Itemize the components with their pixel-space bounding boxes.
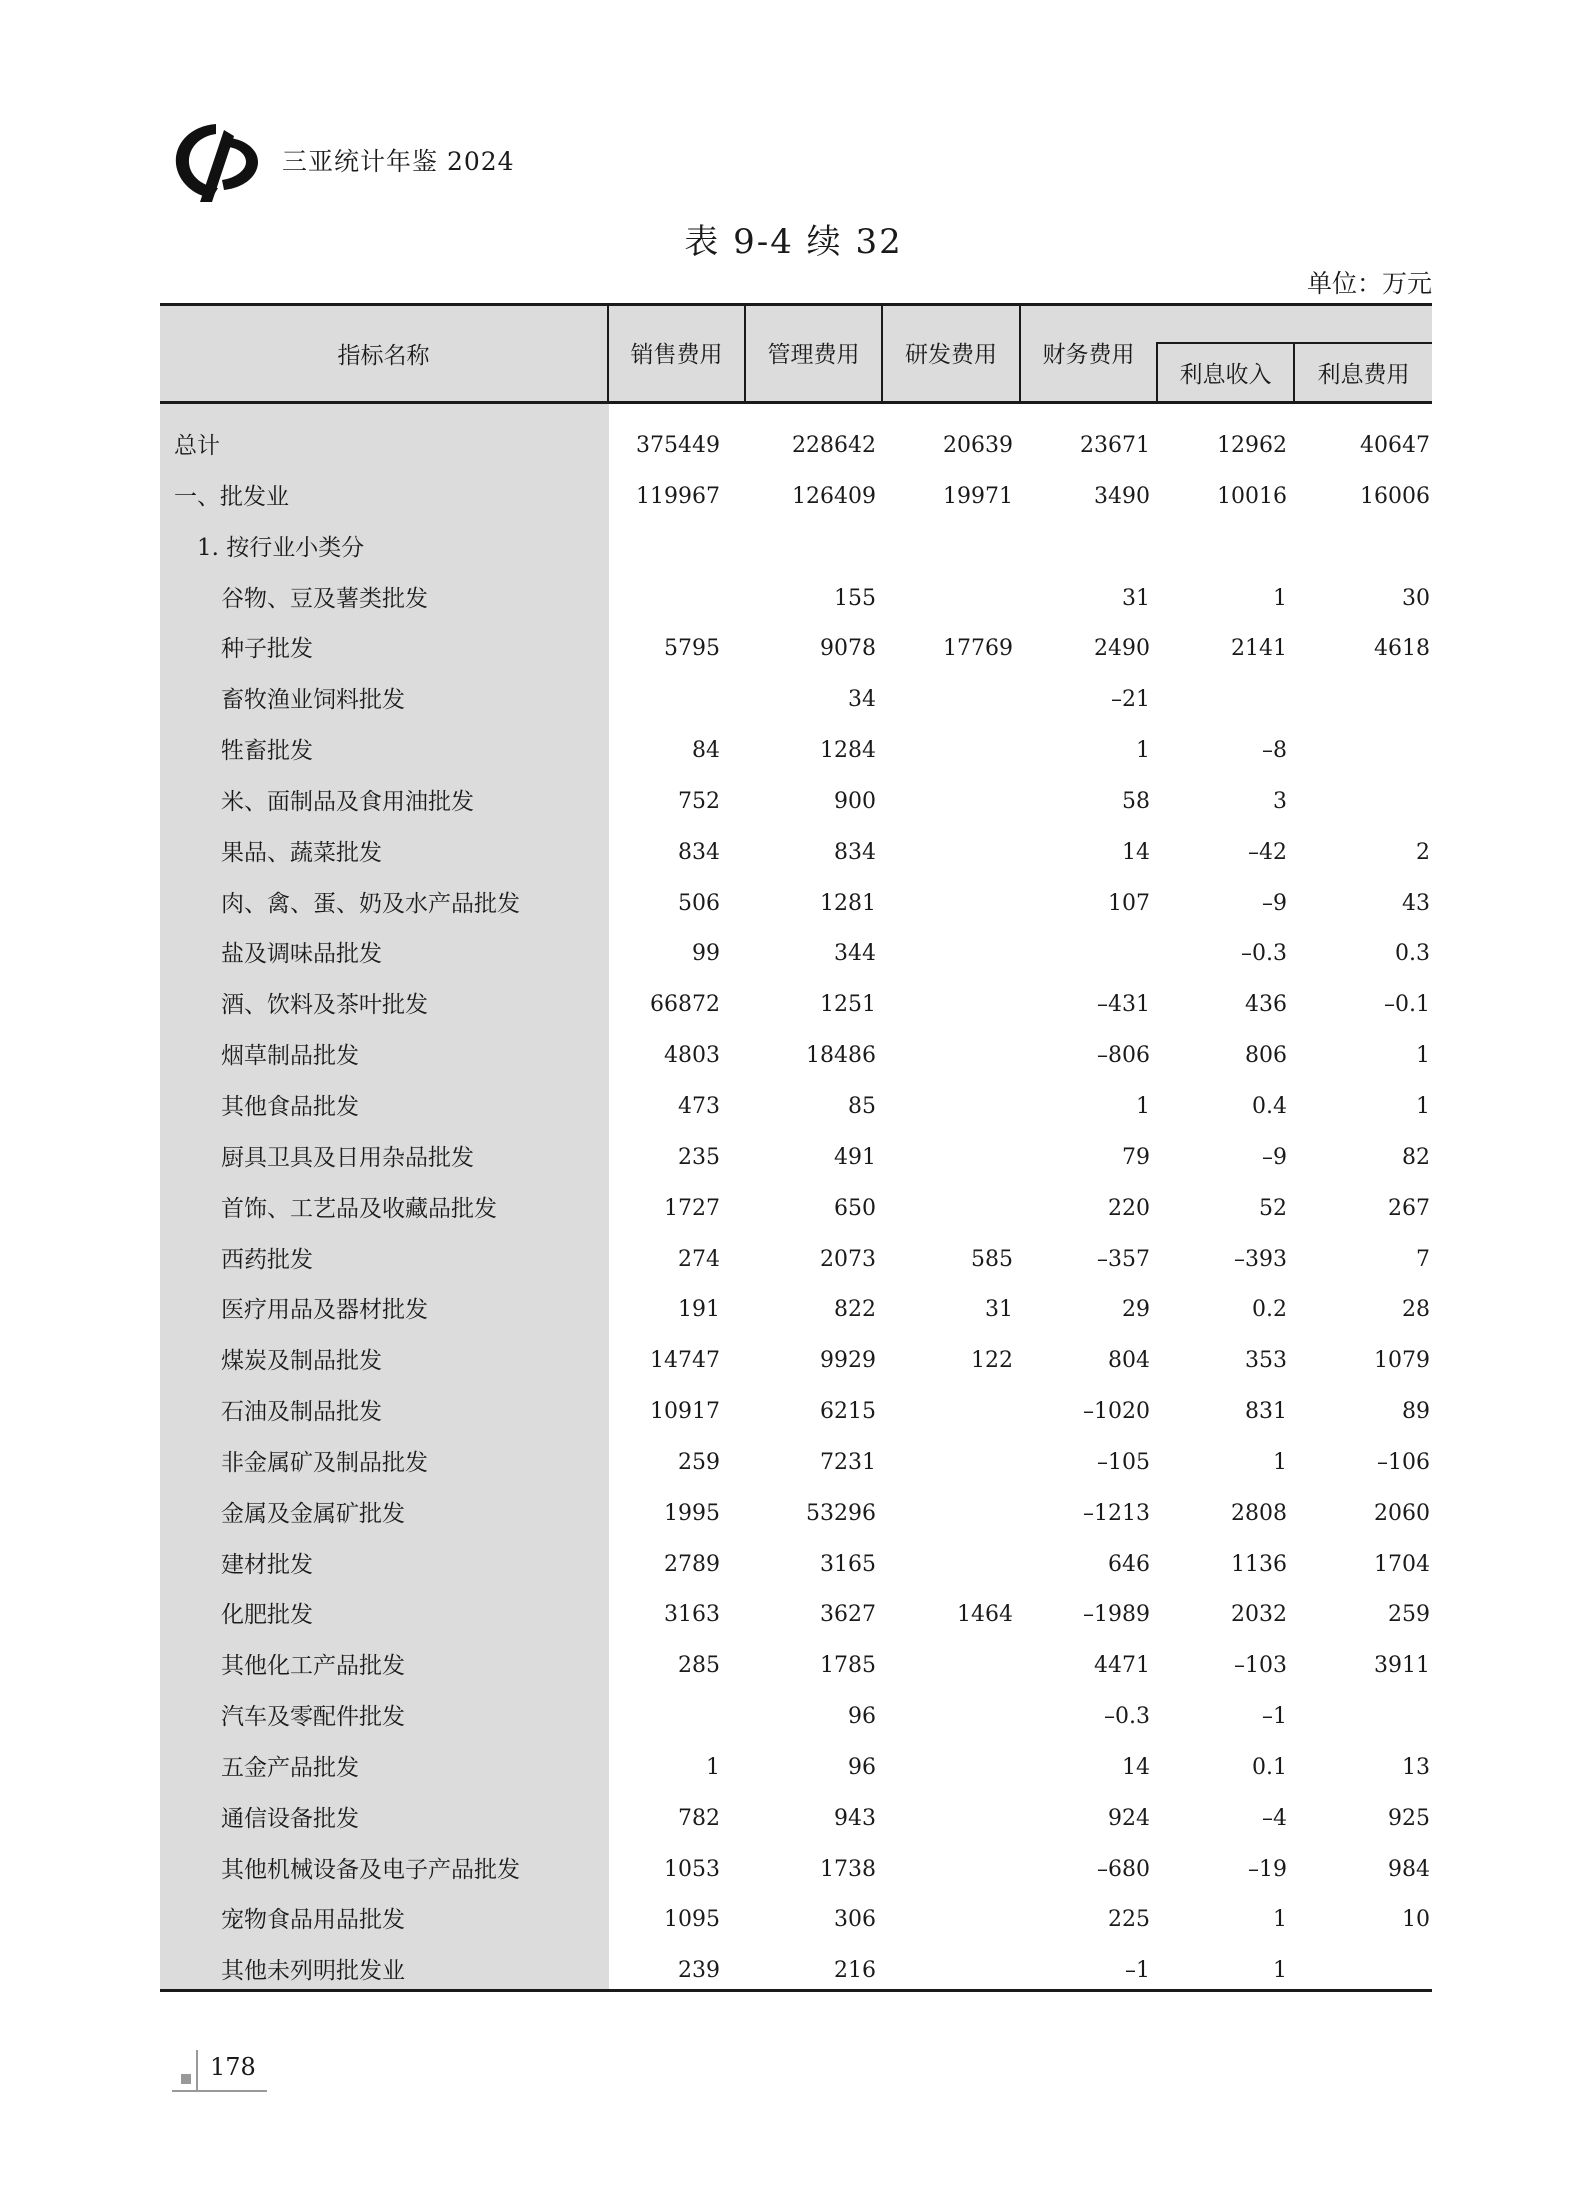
- row-label: 厨具卫具及日用杂品批发: [221, 1144, 474, 1171]
- col-header-rd: 研发费用: [905, 342, 997, 368]
- row-value: 34: [848, 687, 876, 713]
- row-value: 650: [834, 1195, 876, 1221]
- header-divider: [1156, 342, 1158, 401]
- table-row: [160, 675, 1432, 726]
- table-row: [160, 421, 1432, 472]
- row-value: [590, 1692, 720, 1742]
- row-value: –806: [1097, 1043, 1150, 1069]
- row-label: 西药批发: [221, 1246, 313, 1273]
- row-value: [883, 1895, 1013, 1945]
- col-header-sales: 销售费用: [630, 342, 723, 368]
- row-value: [1157, 675, 1287, 725]
- row-value: 9929: [820, 1348, 876, 1374]
- row-value: 375449: [636, 433, 720, 458]
- row-value: 782: [678, 1805, 720, 1831]
- row-label: 通信设备批发: [221, 1805, 359, 1832]
- row-value: 834: [834, 839, 876, 865]
- row-value: 84: [692, 738, 720, 764]
- table-row: [160, 1641, 1432, 1692]
- row-value: 1: [1136, 738, 1150, 764]
- row-value: [1300, 1692, 1430, 1742]
- row-value: 191: [678, 1297, 720, 1323]
- page-header: [172, 118, 772, 208]
- row-value: 225: [1108, 1907, 1150, 1933]
- row-value: [1020, 929, 1150, 979]
- row-value: –1020: [1083, 1399, 1150, 1425]
- row-value: 2141: [1231, 636, 1287, 662]
- table-row: [160, 1438, 1432, 1489]
- row-value: 804: [1108, 1348, 1150, 1374]
- row-value: 3163: [664, 1602, 720, 1628]
- row-value: –1989: [1083, 1602, 1150, 1628]
- row-value: [883, 726, 1013, 776]
- table-row: [160, 1895, 1432, 1946]
- table-row: [160, 1082, 1432, 1133]
- row-value: [883, 1082, 1013, 1132]
- row-label: 烟草制品批发: [221, 1043, 359, 1070]
- row-value: –19: [1248, 1856, 1287, 1882]
- row-value: 5795: [664, 636, 720, 662]
- header-divider: [744, 306, 746, 401]
- row-value: [1157, 523, 1287, 573]
- header-sub-rule: [1156, 342, 1432, 344]
- row-value: 491: [834, 1144, 876, 1170]
- row-value: 2490: [1094, 636, 1150, 662]
- row-value: 10917: [650, 1399, 720, 1425]
- row-value: 96: [848, 1754, 876, 1780]
- row-value: 235: [678, 1144, 720, 1170]
- row-label: 非金属矿及制品批发: [221, 1449, 428, 1476]
- row-value: [883, 675, 1013, 725]
- row-value: [883, 1031, 1013, 1081]
- table-row: [160, 929, 1432, 980]
- row-value: –680: [1097, 1856, 1150, 1882]
- row-label: 果品、蔬菜批发: [221, 839, 382, 866]
- row-value: –9: [1262, 1144, 1287, 1170]
- table-row: [160, 1336, 1432, 1387]
- row-value: –357: [1097, 1246, 1150, 1272]
- row-value: 1: [1273, 1907, 1287, 1933]
- page-footer: [172, 2050, 272, 2100]
- row-value: 585: [971, 1246, 1013, 1272]
- header-divider: [1293, 342, 1295, 401]
- row-label: 首饰、工艺品及收藏品批发: [221, 1195, 497, 1222]
- col-header-int-income: 利息收入: [1179, 362, 1272, 388]
- row-value: 31: [1122, 585, 1150, 611]
- row-value: 9078: [820, 636, 876, 662]
- row-value: 220: [1108, 1195, 1150, 1221]
- row-value: 43: [1402, 890, 1430, 916]
- row-label: 盐及调味品批发: [221, 941, 382, 968]
- row-value: [883, 1489, 1013, 1539]
- row-value: 0.2: [1252, 1297, 1287, 1323]
- row-label: 汽车及零配件批发: [221, 1704, 405, 1731]
- page-marker-icon: [181, 2074, 191, 2084]
- table-row: [160, 1133, 1432, 1184]
- row-value: 14: [1122, 1754, 1150, 1780]
- row-value: 28: [1402, 1297, 1430, 1323]
- row-value: 274: [678, 1246, 720, 1272]
- row-label: 肉、禽、蛋、奶及水产品批发: [221, 890, 520, 917]
- table-row: [160, 1235, 1432, 1286]
- row-value: 834: [678, 839, 720, 865]
- table-row: [160, 1692, 1432, 1743]
- row-label: 五金产品批发: [221, 1754, 359, 1781]
- table-row: [160, 828, 1432, 879]
- row-value: [1300, 726, 1430, 776]
- row-value: 14747: [650, 1348, 720, 1374]
- row-value: 1053: [664, 1856, 720, 1882]
- row-value: [883, 1133, 1013, 1183]
- row-value: [1300, 675, 1430, 725]
- table-row: [160, 777, 1432, 828]
- row-label: 石油及制品批发: [221, 1399, 382, 1426]
- row-value: [883, 523, 1013, 573]
- row-value: –4: [1262, 1805, 1287, 1831]
- row-value: 1: [1416, 1093, 1430, 1119]
- row-value: 53296: [806, 1500, 876, 1526]
- row-value: 436: [1245, 992, 1287, 1018]
- row-value: 40647: [1360, 433, 1430, 458]
- row-value: 3165: [820, 1551, 876, 1577]
- row-value: 2032: [1231, 1602, 1287, 1628]
- row-value: –1: [1125, 1958, 1150, 1984]
- row-value: –106: [1377, 1449, 1430, 1475]
- row-value: 0.3: [1395, 941, 1430, 967]
- table-row: [160, 1031, 1432, 1082]
- row-value: [883, 777, 1013, 827]
- row-label: 牲畜批发: [221, 738, 313, 765]
- row-value: [590, 523, 720, 573]
- row-value: 119967: [636, 483, 720, 509]
- row-value: 122: [971, 1348, 1013, 1374]
- row-value: [883, 1540, 1013, 1590]
- row-value: 79: [1122, 1144, 1150, 1170]
- row-value: –8: [1262, 738, 1287, 764]
- row-value: [883, 574, 1013, 624]
- row-value: 2073: [820, 1246, 876, 1272]
- row-label: 其他食品批发: [221, 1093, 359, 1120]
- row-value: 89: [1402, 1399, 1430, 1425]
- row-value: 20639: [943, 433, 1013, 458]
- col-header-fin: 财务费用: [1042, 342, 1135, 368]
- book-title: 三亚统计年鉴 2024: [282, 147, 515, 176]
- footer-rule: [172, 2090, 267, 2092]
- row-value: 344: [834, 941, 876, 967]
- row-value: 1: [1416, 1043, 1430, 1069]
- row-value: 822: [834, 1297, 876, 1323]
- row-value: 1: [1273, 1958, 1287, 1984]
- row-value: 2060: [1374, 1500, 1430, 1526]
- row-value: 228642: [792, 433, 876, 458]
- row-value: 3911: [1374, 1653, 1430, 1679]
- row-value: 1464: [957, 1602, 1013, 1628]
- row-label: 谷物、豆及薯类批发: [221, 585, 428, 612]
- table-row: [160, 980, 1432, 1031]
- row-value: 1095: [664, 1907, 720, 1933]
- row-value: [883, 1387, 1013, 1437]
- row-value: 107: [1108, 890, 1150, 916]
- row-value: 1281: [820, 890, 876, 916]
- row-value: 1995: [664, 1500, 720, 1526]
- row-value: 267: [1388, 1195, 1430, 1221]
- row-value: 646: [1108, 1551, 1150, 1577]
- yearbook-logo-icon: [172, 118, 264, 204]
- row-value: 1785: [820, 1653, 876, 1679]
- row-value: 10016: [1217, 483, 1287, 509]
- row-value: 58: [1122, 788, 1150, 814]
- row-value: 0.4: [1252, 1093, 1287, 1119]
- row-label: 其他化工产品批发: [221, 1653, 405, 1680]
- row-value: 2808: [1231, 1500, 1287, 1526]
- row-value: 52: [1259, 1195, 1287, 1221]
- row-label: 一、批发业: [174, 483, 289, 510]
- row-value: 30: [1402, 585, 1430, 611]
- row-value: 3490: [1094, 483, 1150, 509]
- row-value: 96: [848, 1704, 876, 1730]
- row-value: [883, 879, 1013, 929]
- row-value: 806: [1245, 1043, 1287, 1069]
- table-body: [160, 421, 1432, 1997]
- row-value: 2: [1416, 839, 1430, 865]
- row-value: 2789: [664, 1551, 720, 1577]
- row-label: 其他机械设备及电子产品批发: [221, 1856, 520, 1883]
- page-number: 178: [210, 2053, 256, 2081]
- row-value: 155: [834, 585, 876, 611]
- row-value: [883, 929, 1013, 979]
- row-label: 医疗用品及器材批发: [221, 1297, 428, 1324]
- table-row: [160, 1184, 1432, 1235]
- table-row: [160, 1540, 1432, 1591]
- row-value: 29: [1122, 1297, 1150, 1323]
- row-value: [590, 574, 720, 624]
- row-value: 3: [1273, 788, 1287, 814]
- row-value: 4803: [664, 1043, 720, 1069]
- row-value: 7: [1416, 1246, 1430, 1272]
- row-value: [883, 1845, 1013, 1895]
- row-value: 1: [1136, 1093, 1150, 1119]
- row-value: 1251: [820, 992, 876, 1018]
- row-value: 1: [706, 1754, 720, 1780]
- row-label: 1. 按行业小类分: [197, 534, 365, 561]
- row-value: 6215: [820, 1399, 876, 1425]
- row-value: 239: [678, 1958, 720, 1984]
- row-value: 1738: [820, 1856, 876, 1882]
- row-value: 473: [678, 1093, 720, 1119]
- row-value: [883, 1743, 1013, 1793]
- row-value: 1727: [664, 1195, 720, 1221]
- row-value: 10: [1402, 1907, 1430, 1933]
- table-title: 表 9-4 续 32: [684, 222, 903, 262]
- row-value: [883, 828, 1013, 878]
- row-value: 31: [985, 1297, 1013, 1323]
- row-value: 4618: [1374, 636, 1430, 662]
- table-row: [160, 1743, 1432, 1794]
- row-value: –1: [1262, 1704, 1287, 1730]
- row-label: 畜牧渔业饲料批发: [221, 687, 405, 714]
- row-value: 3627: [820, 1602, 876, 1628]
- row-value: 1: [1273, 1449, 1287, 1475]
- row-value: 943: [834, 1805, 876, 1831]
- table-row: [160, 1285, 1432, 1336]
- row-value: 1: [1273, 585, 1287, 611]
- row-value: –9: [1262, 890, 1287, 916]
- table-row: [160, 624, 1432, 675]
- table-row: [160, 1590, 1432, 1641]
- row-label: 总计: [174, 433, 220, 459]
- table-row: [160, 1387, 1432, 1438]
- row-value: –21: [1111, 687, 1150, 713]
- row-value: –42: [1248, 839, 1287, 865]
- row-value: 924: [1108, 1805, 1150, 1831]
- unit-label: 单位：万元: [1306, 269, 1432, 298]
- row-value: [1300, 523, 1430, 573]
- table-row: [160, 472, 1432, 523]
- row-label: 煤炭及制品批发: [221, 1348, 382, 1375]
- row-value: [883, 1692, 1013, 1742]
- row-value: [883, 1794, 1013, 1844]
- row-value: 984: [1388, 1856, 1430, 1882]
- row-value: 1704: [1374, 1551, 1430, 1577]
- table-header: [160, 306, 1432, 401]
- row-value: 752: [678, 788, 720, 814]
- col-header-mgmt: 管理费用: [767, 342, 860, 368]
- row-value: 85: [848, 1093, 876, 1119]
- table-row: [160, 1489, 1432, 1540]
- table-row: [160, 1794, 1432, 1845]
- row-value: 259: [678, 1449, 720, 1475]
- table-bottom-rule: [160, 1989, 1432, 1992]
- row-value: 4471: [1094, 1653, 1150, 1679]
- row-value: 0.1: [1252, 1754, 1287, 1780]
- row-value: [883, 1641, 1013, 1691]
- col-header-name: 指标名称: [337, 343, 430, 369]
- row-value: [883, 1438, 1013, 1488]
- row-value: –0.3: [1241, 941, 1287, 967]
- footer-divider: [196, 2050, 198, 2092]
- row-value: [1020, 523, 1150, 573]
- col-header-int-expense: 利息费用: [1317, 362, 1410, 388]
- row-value: 99: [692, 941, 720, 967]
- row-label: 金属及金属矿批发: [221, 1500, 405, 1527]
- row-value: [883, 980, 1013, 1030]
- row-value: –103: [1234, 1653, 1287, 1679]
- row-value: 925: [1388, 1805, 1430, 1831]
- row-label: 种子批发: [221, 636, 313, 663]
- table-row: [160, 574, 1432, 625]
- header-bottom-rule: [160, 401, 1432, 404]
- row-value: 831: [1245, 1399, 1287, 1425]
- row-value: 12962: [1217, 433, 1287, 458]
- row-value: 353: [1245, 1348, 1287, 1374]
- row-value: 82: [1402, 1144, 1430, 1170]
- table-row: [160, 879, 1432, 930]
- row-value: [883, 1184, 1013, 1234]
- row-value: 506: [678, 890, 720, 916]
- row-value: 23671: [1080, 433, 1150, 458]
- row-value: 216: [834, 1958, 876, 1984]
- row-value: 66872: [650, 992, 720, 1018]
- row-value: 18486: [806, 1043, 876, 1069]
- row-value: –393: [1234, 1246, 1287, 1272]
- row-value: 285: [678, 1653, 720, 1679]
- row-label: 化肥批发: [221, 1602, 313, 1629]
- row-value: 1136: [1231, 1551, 1287, 1577]
- row-value: 14: [1122, 839, 1150, 865]
- row-value: [1300, 777, 1430, 827]
- table-row: [160, 726, 1432, 777]
- row-value: [746, 523, 876, 573]
- row-value: 13: [1402, 1754, 1430, 1780]
- header-divider: [607, 306, 609, 401]
- row-value: –431: [1097, 992, 1150, 1018]
- row-value: –0.1: [1384, 992, 1430, 1018]
- row-value: 900: [834, 788, 876, 814]
- row-value: 1284: [820, 738, 876, 764]
- table-row: [160, 1845, 1432, 1896]
- row-value: –0.3: [1104, 1704, 1150, 1730]
- row-label: 其他未列明批发业: [221, 1958, 405, 1985]
- header-divider: [1019, 306, 1021, 401]
- row-label: 建材批发: [221, 1551, 313, 1578]
- row-value: 17769: [943, 636, 1013, 662]
- row-value: –1213: [1083, 1500, 1150, 1526]
- header-divider: [881, 306, 883, 401]
- row-value: 1079: [1374, 1348, 1430, 1374]
- row-label: 宠物食品用品批发: [221, 1907, 405, 1934]
- row-value: 126409: [792, 483, 876, 509]
- row-value: 306: [834, 1907, 876, 1933]
- row-value: 7231: [820, 1449, 876, 1475]
- row-value: 19971: [943, 483, 1013, 509]
- row-label: 米、面制品及食用油批发: [221, 788, 474, 815]
- table-row: [160, 523, 1432, 574]
- row-value: [590, 675, 720, 725]
- row-label: 酒、饮料及茶叶批发: [221, 992, 428, 1019]
- row-value: –105: [1097, 1449, 1150, 1475]
- row-value: 259: [1388, 1602, 1430, 1628]
- row-value: 16006: [1360, 483, 1430, 509]
